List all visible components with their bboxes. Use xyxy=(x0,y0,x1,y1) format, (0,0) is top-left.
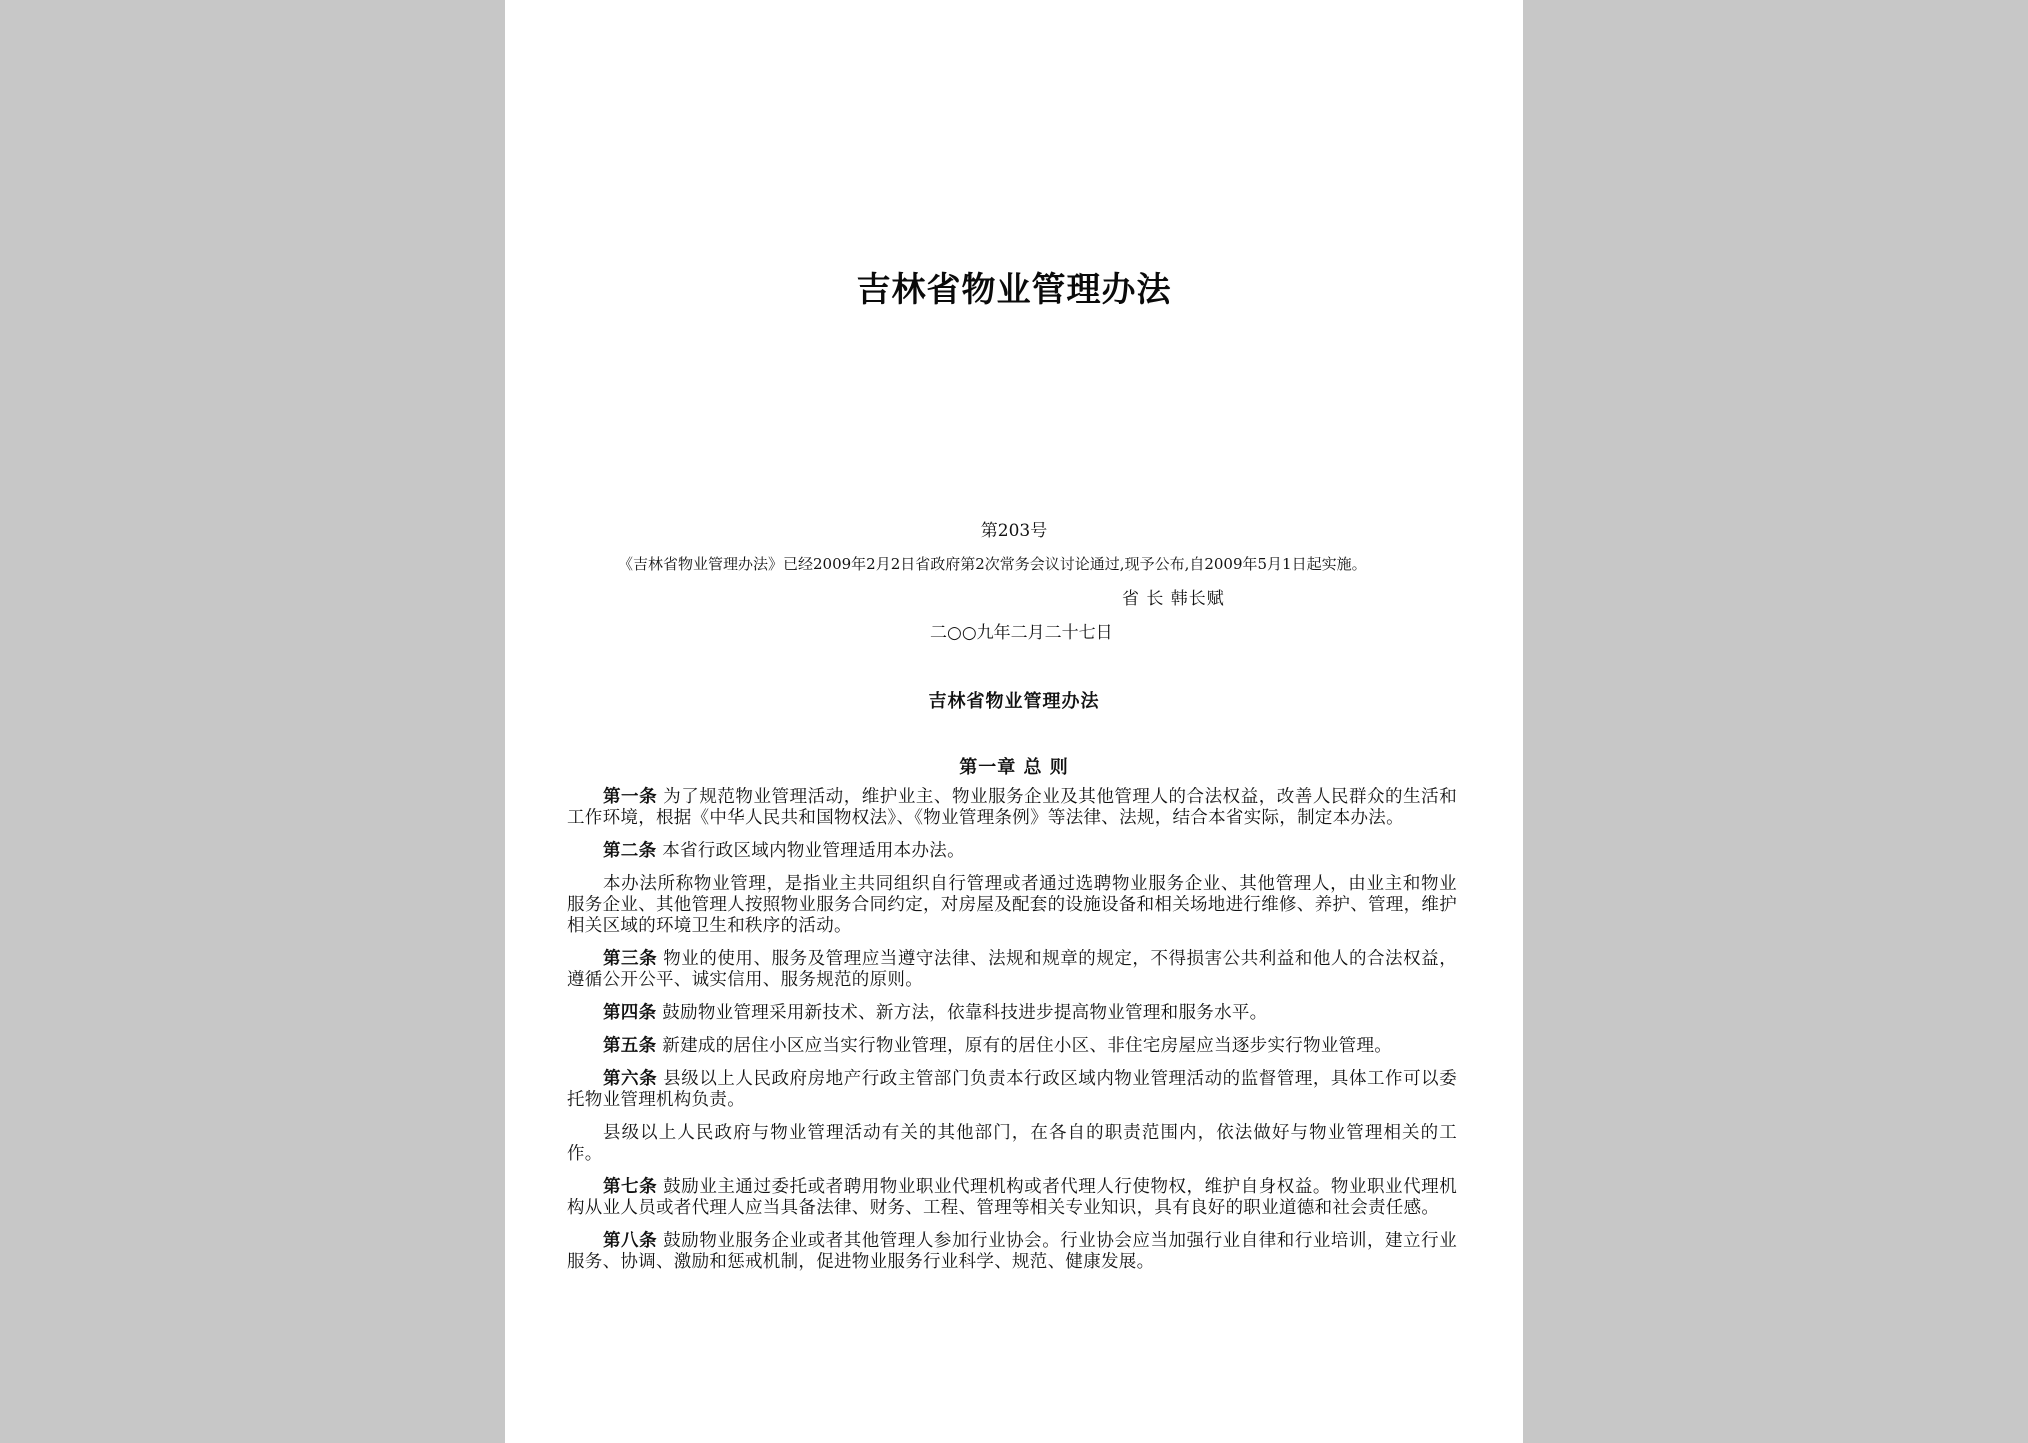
article-paragraph xyxy=(567,787,1457,829)
article-text: 为了规范物业管理活动，维护业主、物业服务企业及其他管理人的合法权益，改善人民群众的生活和工作环境，根据《中华人民共和国物权法》、《物业管理条例》等法律、法规，结合本省实际，制定本办法。 xyxy=(567,787,1457,828)
article-paragraph xyxy=(567,841,1457,862)
article-text: 县级以上人民政府与物业管理活动有关的其他部门，在各自的职责范围内，依法做好与物业管理相关的工作。 xyxy=(567,1123,1457,1164)
article-text: 鼓励业主通过委托或者聘用物业职业代理机构或者代理人行使物权，维护自身权益。物业职业代理机构从业人员或者代理人应当具备法律、财务、工程、管理等相关专业知识，具有良好的职业道德和社会责任感。 xyxy=(567,1177,1457,1218)
article-text: 物业的使用、服务及管理应当遵守法律、法规和规章的规定，不得损害公共利益和他人的合法权益，遵循公开公平、诚实信用、服务规范的原则。 xyxy=(567,949,1457,990)
article-label: 第四条 xyxy=(603,1003,657,1023)
chapter-title: 第一章 总 则 xyxy=(959,757,1069,778)
article-text: 新建成的居住小区应当实行物业管理，原有的居住小区、非住宅房屋应当逐步实行物业管理。 xyxy=(656,1036,1393,1056)
article-label: 第一条 xyxy=(603,787,658,807)
document-title: 吉林省物业管理办法 xyxy=(856,270,1172,310)
article-paragraph xyxy=(567,1231,1457,1273)
article-text: 鼓励物业管理采用新技术、新方法，依靠科技进步提高物业管理和服务水平。 xyxy=(656,1003,1268,1023)
article-label: 第五条 xyxy=(603,1036,657,1056)
article-text: 鼓励物业服务企业或者其他管理人参加行业协会。行业协会应当加强行业自律和行业培训，建立行业服务、协调、激励和惩戒机制，促进物业服务行业科学、规范、健康发展。 xyxy=(567,1231,1457,1272)
article-label: 第七条 xyxy=(603,1177,658,1197)
article-paragraph xyxy=(567,1069,1457,1111)
article-paragraph xyxy=(567,1036,1457,1057)
article-text: 县级以上人民政府房地产行政主管部门负责本行政区域内物业管理活动的监督管理，具体工作可以委托物业管理机构负责。 xyxy=(567,1069,1457,1110)
article-paragraph xyxy=(567,949,1457,991)
article-paragraph xyxy=(567,1123,1457,1165)
article-label: 第三条 xyxy=(603,949,658,969)
article-label: 第六条 xyxy=(603,1069,658,1089)
article-label: 第二条 xyxy=(603,841,657,861)
regulation-title: 吉林省物业管理办法 xyxy=(928,691,1100,712)
order-number: 第203号 xyxy=(980,521,1048,541)
article-text: 本省行政区域内物业管理适用本办法。 xyxy=(656,841,965,861)
article-paragraph xyxy=(567,1177,1457,1219)
signature: 省 长 韩长赋 xyxy=(1122,589,1225,609)
article-paragraph xyxy=(567,1003,1457,1024)
article-paragraph xyxy=(567,874,1457,937)
article-list xyxy=(567,787,1457,1285)
article-label: 第八条 xyxy=(603,1231,658,1251)
promulgation-notice: 《吉林省物业管理办法》已经2009年2月2日省政府第2次常务会议讨论通过,现予公布,自2009年5月1日起实施。 xyxy=(618,555,1367,573)
article-text: 本办法所称物业管理，是指业主共同组织自行管理或者通过选聘物业服务企业、其他管理人，由业主和物业服务企业、其他管理人按照物业服务合同约定，对房屋及配套的设施设备和相关场地进行维修、养护、管理，维护相关区域的环境卫生和秩序的活动。 xyxy=(567,874,1457,936)
document-page xyxy=(505,0,1523,1443)
signing-date: 二○○九年二月二十七日 xyxy=(930,623,1113,643)
